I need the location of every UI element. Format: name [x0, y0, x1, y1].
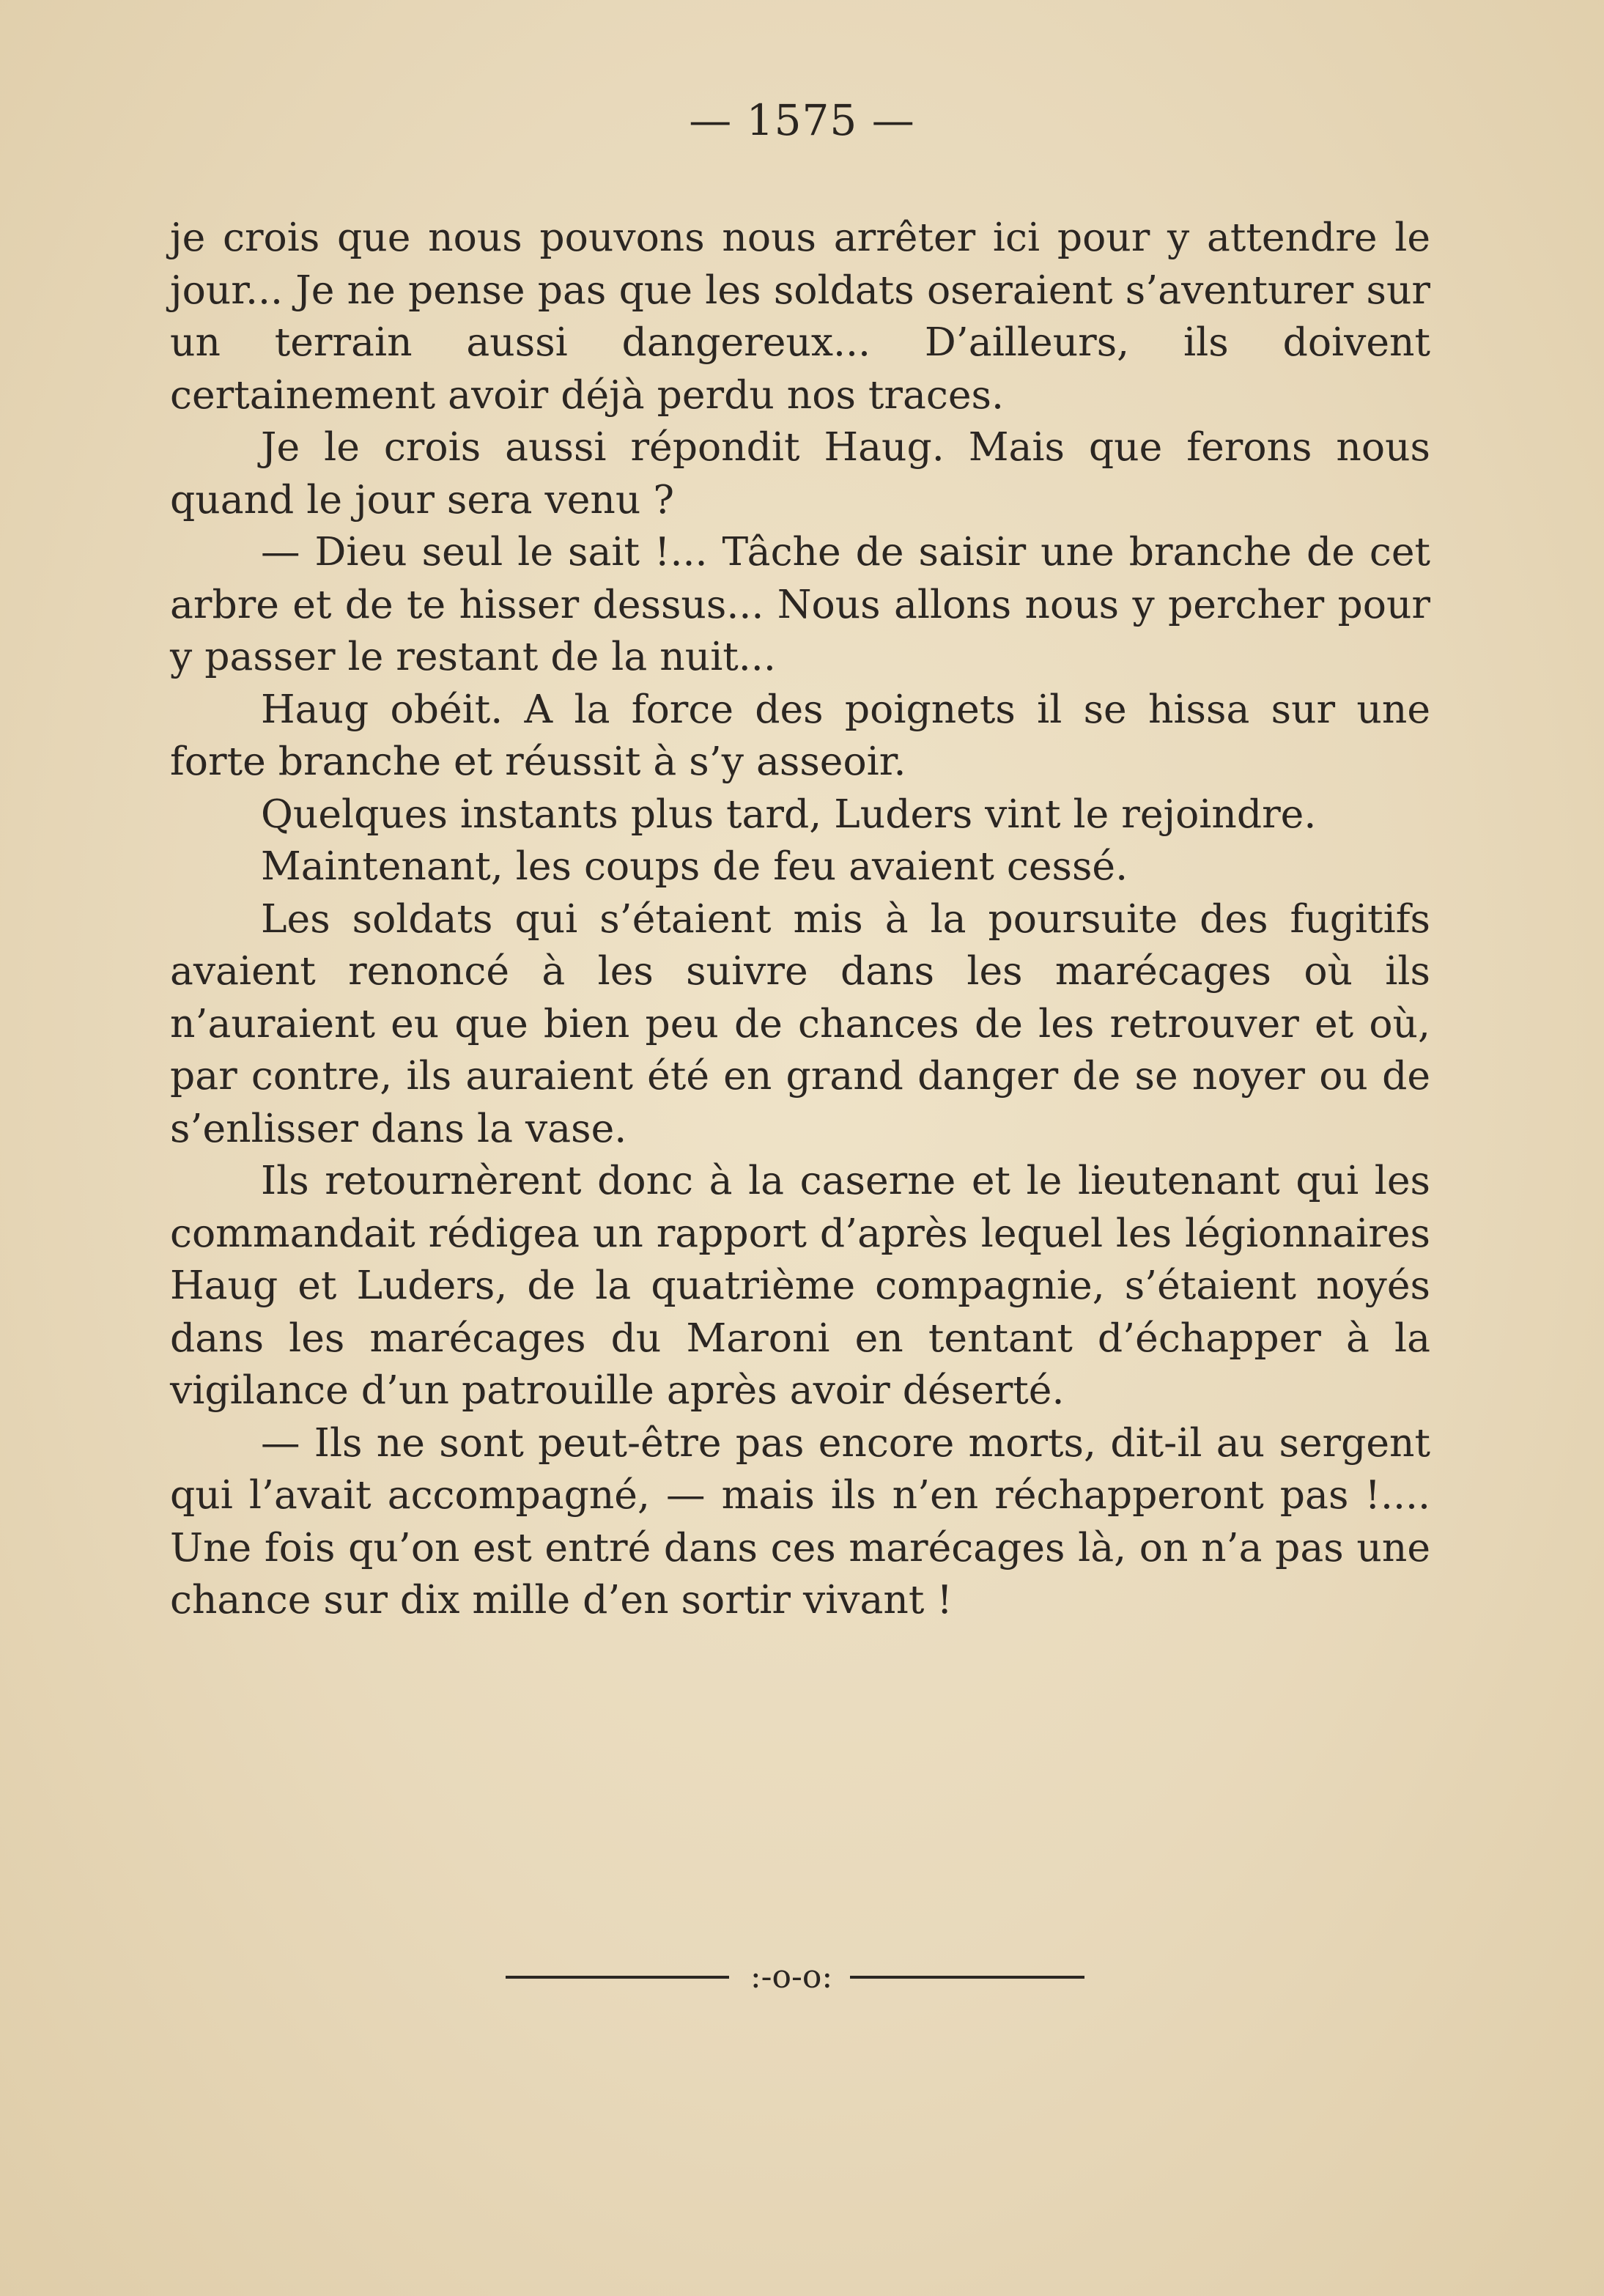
paragraph: Quelques instants plus tard, Luders vint le rejoindre.	[261, 790, 1317, 837]
ornament-rule-left	[506, 1976, 729, 1979]
section-end-ornament	[506, 1955, 1099, 1999]
ornament-rule-right	[850, 1976, 1084, 1979]
body-text	[170, 211, 1430, 1626]
paragraph: Haug obéit. A la force des poignets il se hissa sur une forte branche et réussit à s’y asseoir.	[170, 685, 1430, 784]
paragraph: — Dieu seul le sait !... Tâche de saisir une branche de cet arbre et de te hisser dessus... Nous allons nous y percher pour y passer le restant de la nuit...	[170, 528, 1430, 679]
paragraph: Ils retournèrent donc à la caserne et le lieutenant qui les commandait rédigea un rapport d’après lequel les légionnaires Haug et Luders, de la quatrième compagnie, s’étaient noyés dans les marécages du Maroni en tentant d’échapper à la vigilance d’un patrouille après avoir déserté.	[170, 1157, 1430, 1413]
page-number: — 1575 —	[689, 95, 915, 145]
paragraph: Je le crois aussi répondit Haug. Mais que ferons nous quand le jour sera venu ?	[170, 424, 1430, 523]
paragraph: — Ils ne sont peut-être pas encore morts, dit-il au sergent qui l’avait accompagné, — mais ils n’en réchapperont pas !.... Une fois qu’on est entré dans ces marécages là, on n’a pas une chance sur dix mille d’en sortir vivant !	[170, 1419, 1430, 1623]
paragraph: Maintenant, les coups de feu avaient cessé.	[261, 843, 1128, 889]
paragraph: Les soldats qui s’étaient mis à la poursuite des fugitifs avaient renoncé à les suivre dans les marécages où ils n’auraient eu que bien peu de chances de les retrouver et où, par contre, ils auraient été en grand danger de se noyer ou de s’enlisser dans la vase.	[170, 895, 1430, 1151]
ornament-glyph: :-o-o:	[750, 1958, 833, 1996]
paragraph: je crois que nous pouvons nous arrêter ici pour y attendre le jour... Je ne pense pas que les soldats oseraient s’aventurer sur un terrain aussi dangereux... D’ailleurs, ils doivent certainement avoir déjà perdu nos traces.	[170, 214, 1430, 418]
